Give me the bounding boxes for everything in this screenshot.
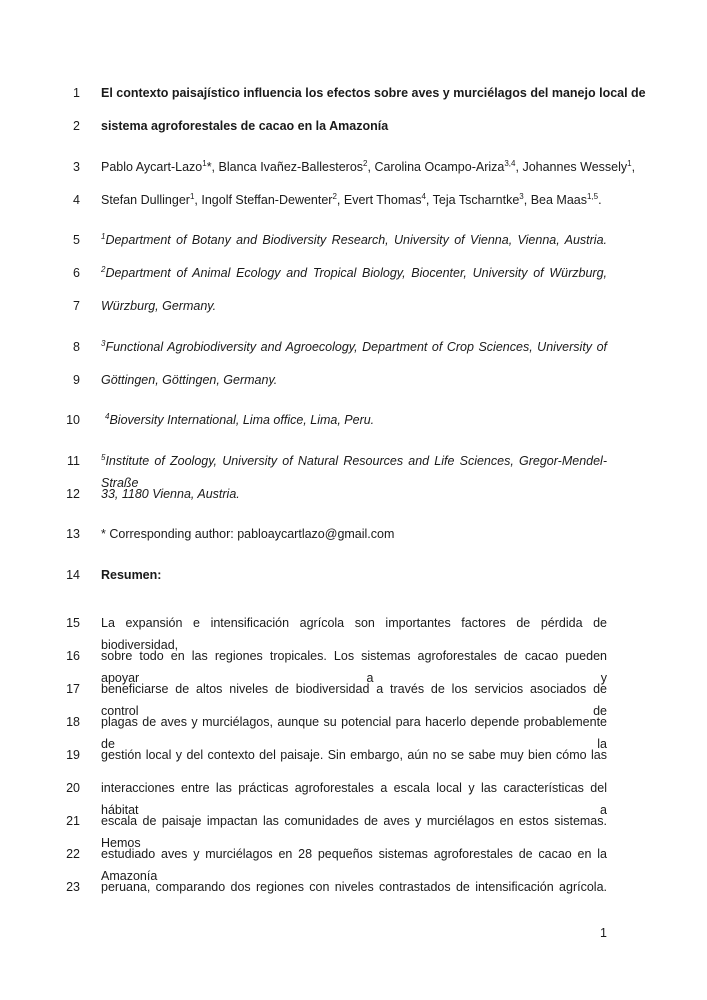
manuscript-line <box>0 678 707 718</box>
abstract-line: escala de paisaje impactan las comunidades de aves y murciélagos en estos sistemas. Hemos <box>101 814 607 850</box>
line-number: 9 <box>73 373 80 387</box>
author-name: Bea Maas <box>527 193 587 207</box>
line-number: 13 <box>66 527 80 541</box>
line-number: 21 <box>66 814 80 828</box>
author-list-line-1 <box>101 156 636 178</box>
paper-title-line-1: El contexto paisajístico influencia los efectos sobre aves y murciélagos del manejo local de <box>101 86 646 100</box>
abstract-line: gestión local y del contexto del paisaje. Sin embargo, aún no se sabe muy bien cómo las <box>101 748 607 762</box>
page-number: 1 <box>600 926 607 940</box>
author-separator: , <box>367 160 371 174</box>
manuscript-line <box>0 777 707 817</box>
line-number: 12 <box>66 487 80 501</box>
line-number: 16 <box>66 649 80 663</box>
affiliation-text: Department of Animal Ecology and Tropical Biology, Biocenter, University of Würzburg, <box>105 266 607 280</box>
manuscript-line <box>0 336 707 358</box>
author-affiliation-sup: 4 <box>421 191 426 201</box>
affiliation-5-cont: 33, 1180 Vienna, Austria. <box>101 487 240 501</box>
line-number: 14 <box>66 568 80 582</box>
affiliation-2-cont: Würzburg, Germany. <box>101 299 217 313</box>
manuscript-line <box>0 295 707 317</box>
line-number: 8 <box>73 340 80 354</box>
author-affiliation-sup: 3 <box>519 191 524 201</box>
line-number: 1 <box>73 86 80 100</box>
abstract-line: plagas de aves y murciélagos, aunque su potencial para hacerlo depende probablemente de la <box>101 715 607 751</box>
manuscript-line <box>0 369 707 391</box>
author-affiliation-sup: 1 <box>627 158 632 168</box>
author-separator: *, <box>206 160 216 174</box>
author-name: Ingolf Steffan-Dewenter <box>197 193 333 207</box>
author-list-line-2 <box>101 189 607 211</box>
line-number: 15 <box>66 616 80 630</box>
affiliation-1 <box>101 229 607 251</box>
author-name: Blanca Ivañez-Ballesteros <box>215 160 364 174</box>
line-number: 17 <box>66 682 80 696</box>
line-number: 4 <box>73 193 80 207</box>
author-affiliation-sup: 1 <box>189 191 195 201</box>
author-separator: , <box>336 193 341 207</box>
affiliation-4 <box>105 409 611 431</box>
affiliation-3-cont: Göttingen, Göttingen, Germany. <box>101 373 278 387</box>
manuscript-line <box>0 744 707 766</box>
line-number: 3 <box>73 160 80 174</box>
manuscript-line <box>0 82 707 104</box>
affiliation-text: Institute of Zoology, University of Natural Resources and Life Sciences, Gregor-Mendel-Straße <box>101 454 607 490</box>
author-name: Teja Tscharntke <box>429 193 520 207</box>
line-number: 19 <box>66 748 80 762</box>
manuscript-line <box>0 843 707 883</box>
line-number: 23 <box>66 880 80 894</box>
line-number: 2 <box>73 119 80 133</box>
abstract-line: estudiado aves y murciélagos en 28 pequeños sistemas agroforestales de cacao en la Amazonía <box>101 847 607 883</box>
manuscript-line <box>0 483 707 505</box>
abstract-line: interacciones entre las prácticas agroforestales a escala local y las características del hábitat a <box>101 781 607 817</box>
manuscript-line <box>0 711 707 751</box>
author-separator: , <box>515 160 519 174</box>
affiliation-2 <box>101 262 607 284</box>
manuscript-line <box>0 564 707 586</box>
author-name: Pablo Aycart-Lazo <box>101 160 203 174</box>
abstract-line: beneficiarse de altos niveles de biodiversidad a través de los servicios asociados de control de <box>101 682 607 718</box>
manuscript-line <box>0 115 707 137</box>
author-separator: , <box>631 160 636 174</box>
abstract-heading: Resumen: <box>101 568 162 582</box>
affiliation-sup: 4 <box>105 411 110 421</box>
author-name: Carolina Ocampo-Ariza <box>370 160 505 174</box>
author-affiliation-sup: 1,5 <box>586 191 599 201</box>
paper-title-line-2: sistema agroforestales de cacao en la Amazonía <box>101 119 389 133</box>
abstract-line: peruana, comparando dos regiones con niveles contrastados de intensificación agrícola. <box>101 880 607 894</box>
line-number: 18 <box>66 715 80 729</box>
line-number: 5 <box>73 233 80 247</box>
affiliation-text: Department of Botany and Biodiversity Research, University of Vienna, Vienna, Austria. <box>105 233 607 247</box>
manuscript-line <box>0 450 707 490</box>
author-name: Evert Thomas <box>340 193 422 207</box>
affiliation-sup: 5 <box>101 452 106 462</box>
corresponding-author: * Corresponding author: pabloaycartlazo@gmail.com <box>101 527 395 541</box>
manuscript-line <box>0 229 707 251</box>
manuscript-line <box>0 876 707 898</box>
author-separator: , <box>523 193 528 207</box>
manuscript-line <box>0 189 707 211</box>
affiliation-sup: 1 <box>101 231 106 241</box>
author-affiliation-sup: 2 <box>363 158 368 168</box>
manuscript-line <box>0 523 707 545</box>
manuscript-line <box>0 409 707 431</box>
line-number: 7 <box>73 299 80 313</box>
affiliation-3 <box>101 336 607 358</box>
affiliation-sup: 2 <box>101 264 106 274</box>
author-name: Johannes Wessely <box>518 160 628 174</box>
manuscript-line <box>0 645 707 685</box>
affiliation-sup: 3 <box>101 338 106 348</box>
line-number: 22 <box>66 847 80 861</box>
author-affiliation-sup: 3,4 <box>504 158 516 168</box>
affiliation-text: Functional Agrobiodiversity and Agroecology, Department of Crop Sciences, University of <box>105 340 607 354</box>
line-number: 20 <box>66 781 80 795</box>
abstract-line: sobre todo en las regiones tropicales. Los sistemas agroforestales de cacao pueden apoyar a y <box>101 649 607 685</box>
affiliation-5 <box>101 450 607 490</box>
author-affiliation-sup: 2 <box>332 191 337 201</box>
manuscript-line <box>0 612 707 652</box>
manuscript-line <box>0 262 707 284</box>
author-name: Stefan Dullinger <box>101 193 190 207</box>
manuscript-line <box>0 156 707 178</box>
abstract-line: La expansión e intensificación agrícola son importantes factores de pérdida de biodiversidad, <box>101 616 607 652</box>
author-separator: . <box>598 193 602 207</box>
author-affiliation-sup: 1 <box>202 158 207 168</box>
author-separator: , <box>425 193 430 207</box>
line-number: 10 <box>66 413 80 427</box>
line-number: 11 <box>67 454 80 468</box>
line-number: 6 <box>73 266 80 280</box>
author-separator: , <box>194 193 198 207</box>
manuscript-line <box>0 810 707 850</box>
affiliation-text: Bioversity International, Lima office, Lima, Peru. <box>109 413 375 427</box>
